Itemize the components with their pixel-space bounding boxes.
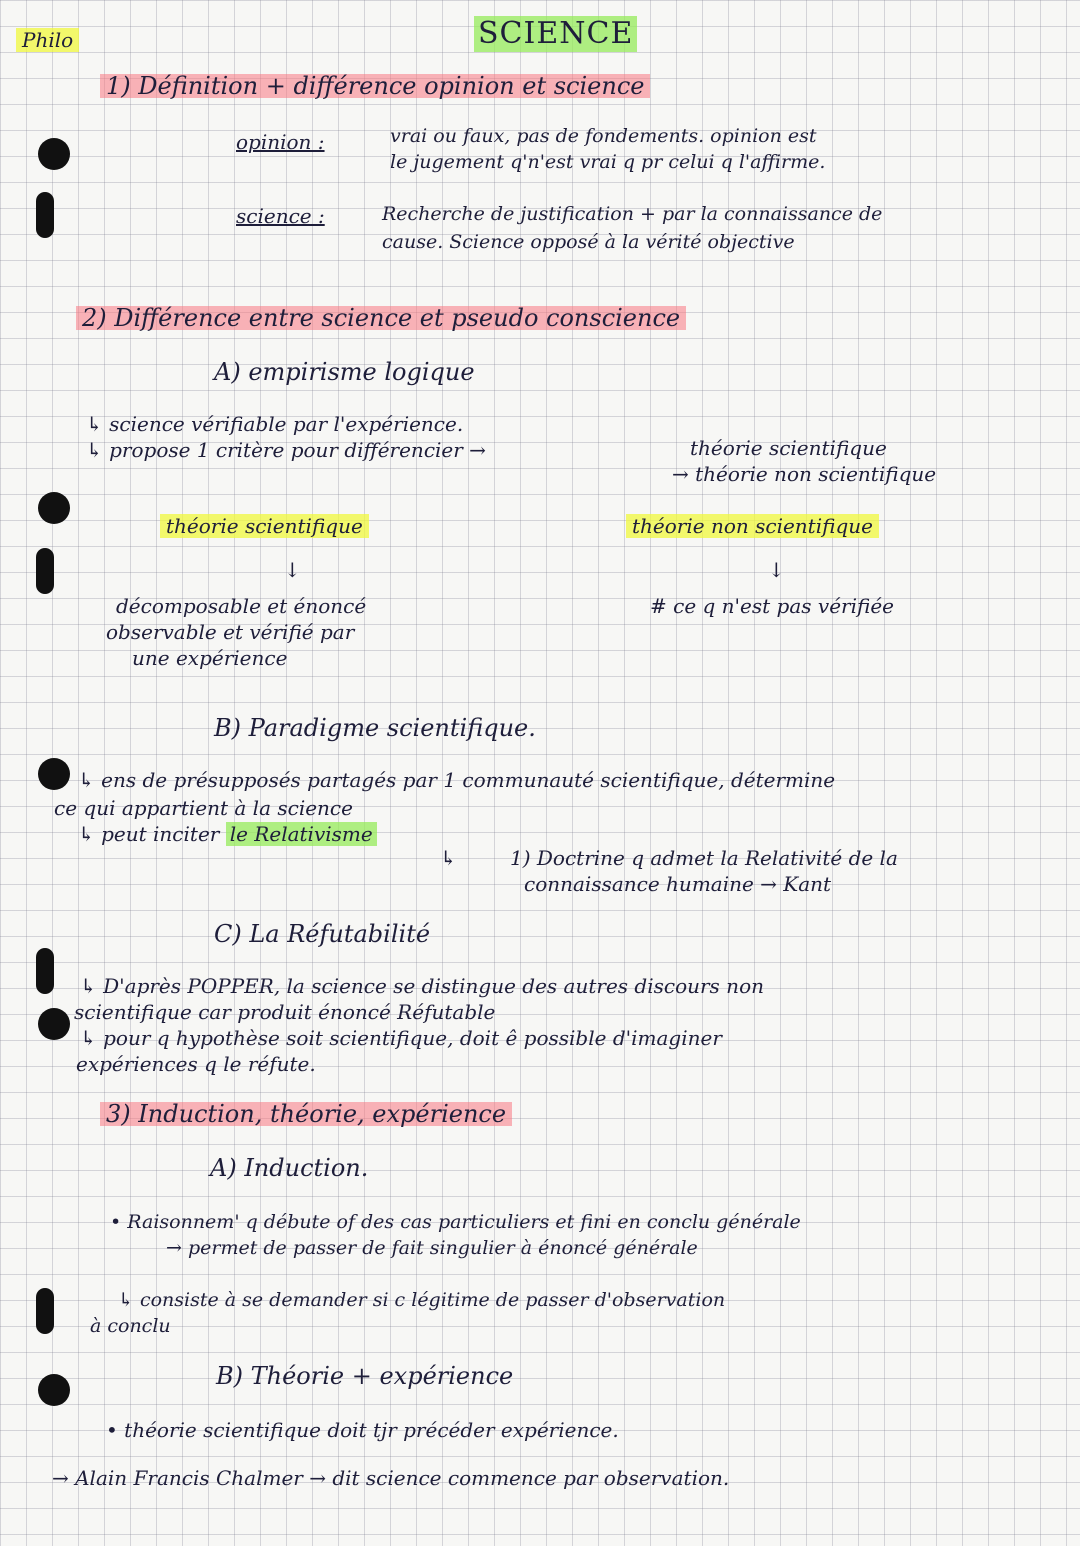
section-2c-line-3: ↳ pour q hypothèse soit scientifique, doit ê possible d'imaginer [80,1026,722,1050]
opinion-label: opinion : [236,130,325,154]
section-2b-line-3 [78,822,377,846]
opinion-text-1: vrai ou faux, pas de fondements. opinion est [390,125,817,147]
section-2c-line-2: scientifique car produit énoncé Réfutable [74,1000,496,1024]
down-arrow-1: ↓ [284,558,301,582]
section-3a-line-4: à conclu [90,1315,171,1337]
section-2b-line-2: ce qui appartient à la science [54,796,353,820]
section-3b-title: B) Théorie + expérience [216,1362,514,1390]
section-3b-line-1: • théorie scientifique doit tjr précéder expérience. [106,1418,619,1442]
binder-hole [38,758,70,790]
section-2b-title: B) Paradigme scientifique. [214,714,536,742]
binder-hole [38,138,70,170]
section-2b-sub-line-1: 1) Doctrine q admet la Relativité de la [510,846,898,870]
section-2c-line-4: expériences q le réfute. [76,1052,316,1076]
section-3a-line-2: → permet de passer de fait singulier à énoncé générale [166,1237,698,1259]
column-1-title: théorie scientifique [160,514,369,538]
section-2c-line-1: ↳ D'après POPPER, la science se distingue des autres discours non [80,974,764,998]
relativism-highlight: le Relativisme [226,822,377,846]
section-3a-line-3: ↳ consiste à se demander si c légitime de passer d'observation [118,1289,726,1311]
section-3a-line-1: • Raisonnem' q débute of des cas particuliers et fini en conclu générale [110,1211,801,1233]
column-2-line-1: # ce q n'est pas vérifiée [650,594,894,618]
column-1-line-2: observable et vérifié par [106,620,355,644]
section-3a-title: A) Induction. [210,1154,369,1182]
section-2b-line-1: ↳ ens de présupposés partagés par 1 communauté scientifique, détermine [78,768,836,792]
binder-slot [36,948,54,994]
section-2a-branch-2: → théorie non scientifique [672,462,937,486]
section-2c-title: C) La Réfutabilité [214,920,431,948]
section-2-heading: 2) Différence entre science et pseudo conscience [76,306,686,330]
binder-hole [38,492,70,524]
section-2a-branch-1: théorie scientifique [690,436,887,460]
page-title: SCIENCE [474,16,637,52]
column-2-title: théorie non scientifique [626,514,879,538]
section-1-heading: 1) Définition + différence opinion et science [100,74,650,98]
section-2a-title: A) empirisme logique [214,358,475,386]
science-text-2: cause. Science opposé à la vérité objective [382,231,795,253]
section-2a-line-1: ↳ science vérifiable par l'expérience. [86,412,464,436]
binder-hole [38,1374,70,1406]
opinion-text-2: le jugement q'n'est vrai q pr celui q l'affirme. [390,151,826,173]
binder-hole [38,1008,70,1040]
section-2b-line-3-prefix: ↳ peut inciter [78,822,220,846]
subject-label: Philo [16,28,79,52]
column-1-line-3: une expérience [132,646,288,670]
section-2a-line-2: ↳ propose 1 critère pour différencier → [86,438,486,462]
section-3b-line-2: → Alain Francis Chalmer → dit science commence par observation. [52,1466,730,1490]
section-2b-sub-line-2: connaissance humaine → Kant [524,872,832,896]
science-label: science : [236,204,325,228]
binder-slot [36,192,54,238]
binder-slot [36,1288,54,1334]
section-3-heading: 3) Induction, théorie, expérience [100,1102,512,1126]
binder-slot [36,548,54,594]
down-arrow-2: ↓ [768,558,785,582]
column-1-line-1: décomposable et énoncé [116,594,367,618]
science-text-1: Recherche de justification + par la connaissance de [382,203,883,225]
section-2b-sub-arrow: ↳ [440,846,457,870]
